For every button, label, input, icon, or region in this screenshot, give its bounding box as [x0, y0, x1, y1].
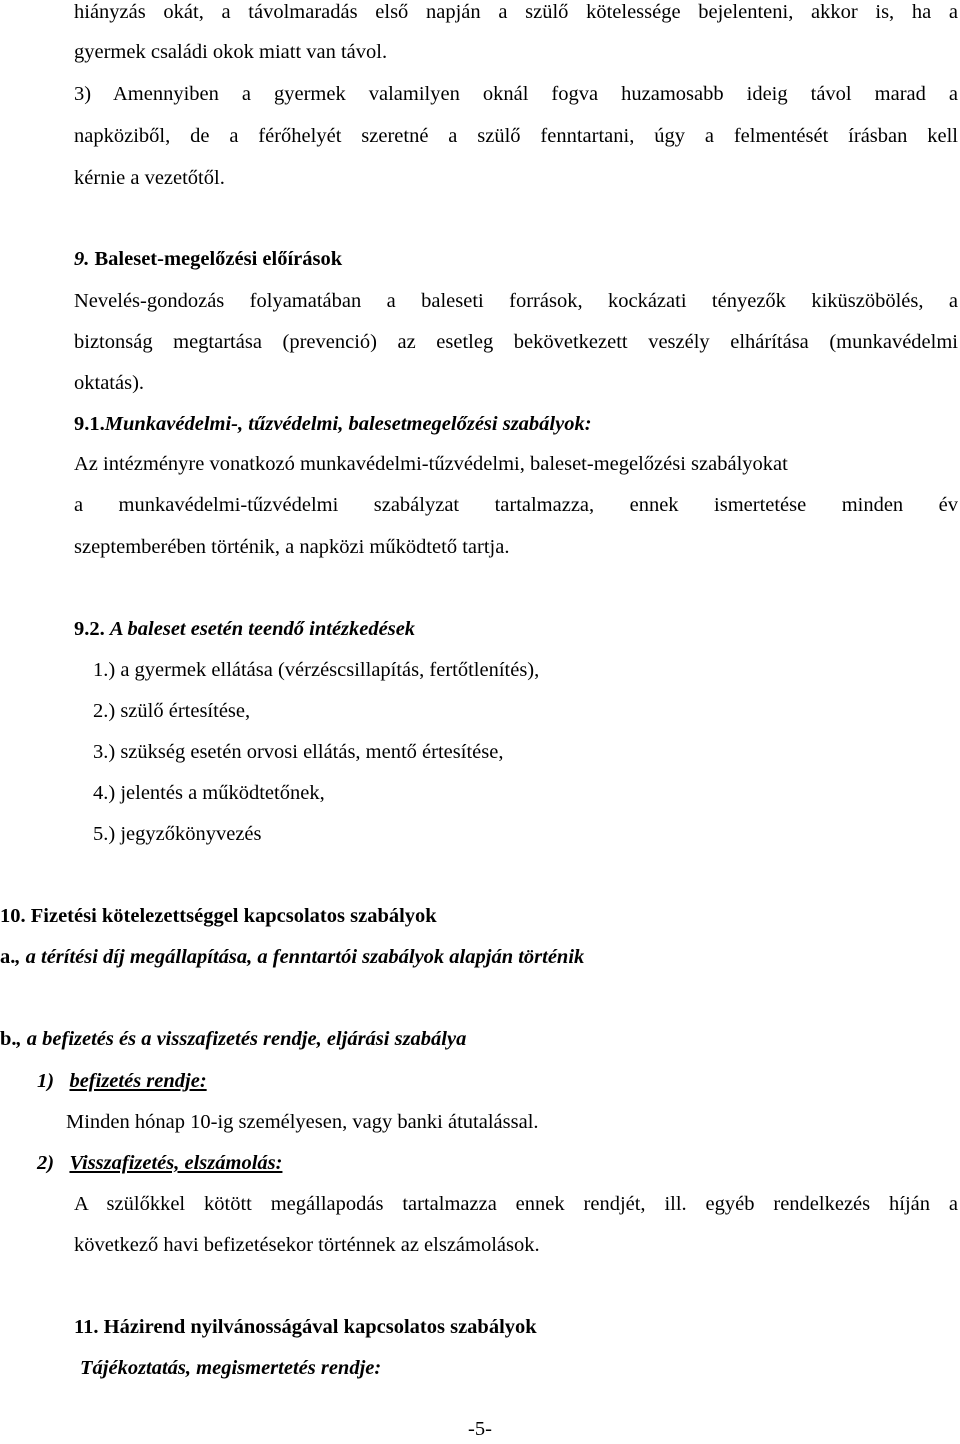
section-9-2-title: A baleset esetén teendő intézkedések	[109, 618, 416, 640]
item-3-line-3: kérnie a vezetőtől.	[74, 167, 225, 189]
befizetes-heading	[37, 1069, 207, 1093]
item-3-line-2: napköziből, de a férőhelyét szeretné a szülő fenntartani, úgy a felmentését írásban kell	[74, 125, 958, 147]
list-item: 2.) szülő értesítése,	[93, 700, 251, 722]
intro-line-2: gyermek családi okok miatt van távol.	[74, 41, 388, 63]
item-3-line-1: 3) Amennyiben a gyermek valamilyen oknál fogva huzamosabb ideig távol marad a	[74, 83, 958, 105]
page-number: -5-	[468, 1418, 492, 1440]
list-item: 1.) a gyermek ellátása (vérzéscsillapítás, fertőtlenítés),	[93, 659, 540, 681]
section-9-title: Baleset-megelőzési előírások	[94, 248, 343, 270]
section-9-1-line-2: a munkavédelmi-tűzvédelmi szabályzat tartalmazza, ennek ismertetése minden év	[74, 494, 958, 516]
section-9-1-line-3: szeptemberében történik, a napközi működtető tartja.	[74, 536, 510, 558]
visszafizetes-title: Visszafizetés, elszámolás:	[69, 1152, 283, 1174]
section-9-1-heading	[74, 412, 592, 436]
section-10-a-text: , a térítési díj megállapítása, a fenntartói szabályok alapján történik	[15, 946, 585, 968]
visszafizetes-line-2: következő havi befizetésekor történnek az elszámolások.	[74, 1234, 540, 1256]
befizetes-text: Minden hónap 10-ig személyesen, vagy banki átutalással.	[66, 1111, 539, 1133]
section-9-para-line-3: oktatás).	[74, 372, 145, 394]
section-9-1-number: 9.1.	[74, 413, 105, 435]
section-9-2-number: 9.2.	[74, 618, 105, 640]
section-9-2-heading	[74, 617, 415, 641]
befizetes-title: befizetés rendje:	[69, 1070, 207, 1092]
section-9-para-line-2: biztonság megtartása (prevenció) az esetleg bekövetkezett veszély elhárítása (munkavédelmi	[74, 331, 958, 353]
section-9-heading	[74, 247, 342, 271]
visszafizetes-line-1: A szülőkkel kötött megállapodás tartalmazza ennek rendjét, ill. egyéb rendelkezés híján a	[74, 1193, 958, 1215]
list-item: 3.) szükség esetén orvosi ellátás, mentő értesítése,	[93, 741, 504, 763]
section-11-heading: 11. Házirend nyilvánosságával kapcsolatos szabályok	[74, 1316, 537, 1338]
visszafizetes-label: 2)	[37, 1152, 55, 1174]
section-9-1-line-1: Az intézményre vonatkozó munkavédelmi-tűzvédelmi, baleset-megelőzési szabályokat	[74, 453, 788, 475]
section-9-para-line-1: Nevelés-gondozás folyamatában a baleseti források, kockázati tényezők kiküszöbölés, a	[74, 290, 958, 312]
befizetes-label: 1)	[37, 1070, 55, 1092]
list-item: 5.) jegyzőkönyvezés	[93, 823, 262, 845]
list-item: 4.) jelentés a működtetőnek,	[93, 782, 325, 804]
section-10-a	[0, 945, 584, 969]
section-9-number: 9.	[74, 248, 90, 270]
section-10-a-prefix: a.	[0, 946, 16, 968]
section-11-subtitle: Tájékoztatás, megismertetés rendje:	[80, 1357, 382, 1379]
section-10-b-text: , a befizetés és a visszafizetés rendje, eljárási szabálya	[16, 1028, 467, 1050]
section-10-heading: 10. Fizetési kötelezettséggel kapcsolatos szabályok	[0, 905, 437, 927]
section-10-b-prefix: b.	[0, 1028, 17, 1050]
visszafizetes-heading	[37, 1151, 282, 1175]
section-10-b	[0, 1027, 466, 1051]
section-9-1-title: Munkavédelmi-, tűzvédelmi, balesetmegelőzési szabályok:	[104, 413, 592, 435]
intro-line-1: hiányzás okát, a távolmaradás első napján a szülő kötelessége bejelenteni, akkor is, ha a	[74, 1, 958, 23]
